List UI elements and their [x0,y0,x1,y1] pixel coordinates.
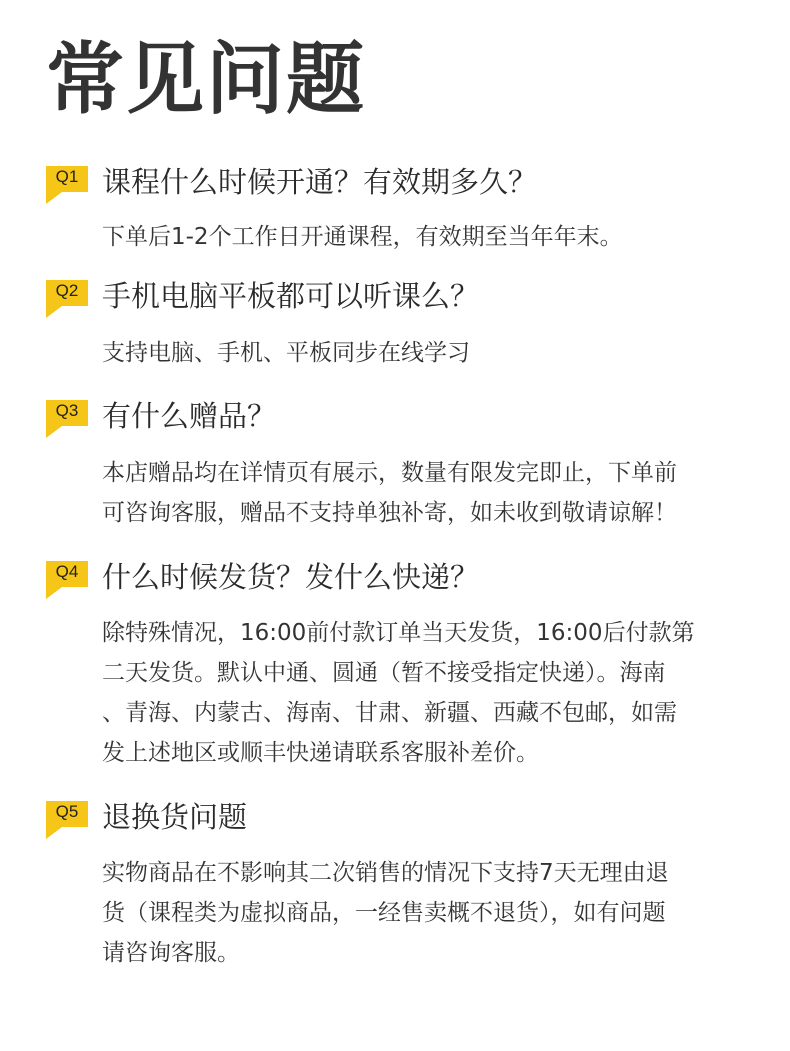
question-text: 手机电脑平板都可以听课么？ [102,279,480,313]
answer-line: 下单后1-2个工作日开通课程，有效期至当年年末。 [102,224,623,250]
faq-item-4 [46,555,756,773]
answer-text [46,217,756,257]
answer-line: 支持电脑、手机、平板同步在线学习 [102,340,470,366]
faq-question-row [46,394,756,438]
question-badge [46,164,88,204]
faq-question-row [46,555,756,599]
answer-line: 货（课程类为虚拟商品，一经售卖概不退货），如有问题 [102,900,666,926]
answer-text [46,333,756,373]
question-text: 课程什么时候开通？有效期多久？ [102,165,538,199]
question-badge [46,398,88,438]
answer-line: 二天发货。默认中通、圆通（暂不接受指定快递）。海南 [102,660,666,686]
question-badge [46,799,88,839]
answer-text [46,613,756,773]
faq-item-5 [46,795,756,973]
question-text: 退换货问题 [102,800,248,834]
answer-line: 发上述地区或顺丰快递请联系客服补差价。 [102,740,539,766]
question-badge [46,278,88,318]
page-title: 常见问题 [46,35,367,125]
question-text: 什么时候发货？发什么快递？ [102,560,480,594]
faq-question-row [46,274,756,318]
question-badge-label: Q3 [55,401,79,420]
faq-item-3 [46,394,756,533]
answer-text [46,453,756,533]
faq-question-row [46,795,756,839]
answer-line: 请咨询客服。 [102,940,240,966]
answer-line: 可咨询客服，赠品不支持单独补寄，如未收到敬请谅解！ [102,500,677,526]
faq-item-1 [46,160,756,257]
question-badge-label: Q5 [55,802,79,821]
answer-line: 除特殊情况，16:00前付款订单当天发货，16:00后付款第 [102,620,695,646]
question-badge-label: Q2 [55,281,79,300]
question-badge-label: Q1 [55,167,79,186]
answer-text [46,853,756,973]
question-badge-label: Q4 [55,562,79,581]
answer-line: 实物商品在不影响其二次销售的情况下支持7天无理由退 [102,860,669,886]
answer-line: 、青海、内蒙古、海南、甘肃、新疆、西藏不包邮，如需 [102,700,677,726]
faq-question-row [46,160,756,204]
answer-line: 本店赠品均在详情页有展示，数量有限发完即止，下单前 [102,460,677,486]
faq-item-2 [46,274,756,373]
question-badge [46,559,88,599]
question-text: 有什么赠品？ [102,399,277,433]
